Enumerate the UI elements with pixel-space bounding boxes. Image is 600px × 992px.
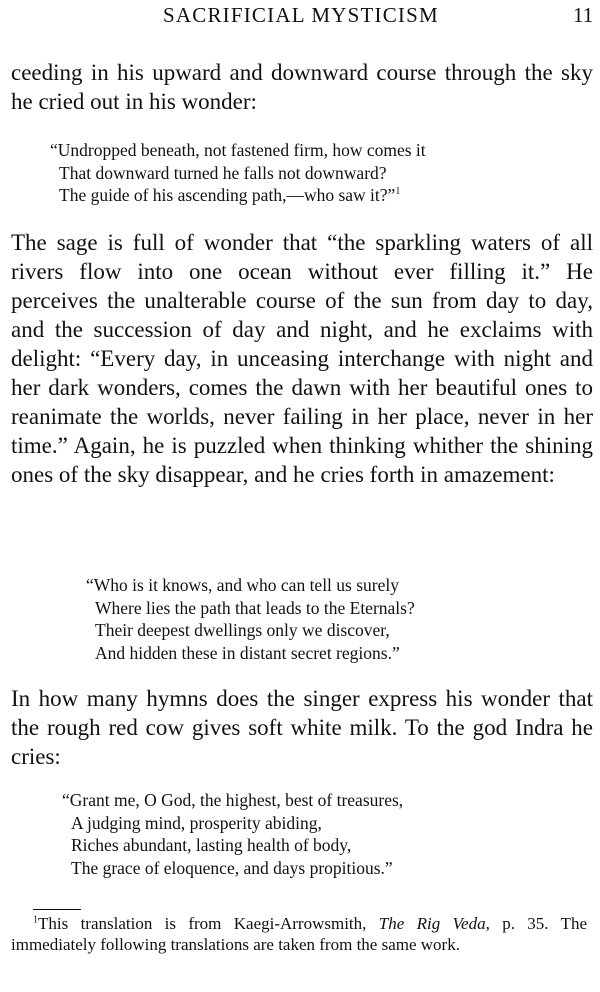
paragraph-2 — [11, 228, 593, 489]
footnote-text — [11, 913, 587, 955]
verse-3 — [62, 789, 403, 879]
verse-1 — [50, 139, 426, 207]
running-title: SACRIFICIAL MYSTICISM — [163, 3, 439, 27]
verse-3-line-3: Riches abundant, lasting health of body, — [71, 835, 352, 855]
paragraph-1-text: ceeding in his upward and downward course through the sky he cried out in his wonder: — [11, 60, 593, 114]
footnote-ref: 1 — [395, 186, 401, 198]
footnote-book-title: The Rig Veda — [378, 914, 486, 933]
footnote-rule — [33, 909, 81, 910]
verse-3-line-2: A judging mind, prosperity abiding, — [71, 812, 322, 833]
paragraph-1 — [11, 58, 593, 116]
paragraph-2-text: The sage is full of wonder that “the sparkling waters of all rivers flow into one ocean without ever filling it.” He perceives the unalterable course of the sun from day to day, and the succession of day and night, and he exclaims with delight: “Every day, in unceasing interchange with night and her dark wonders, comes the dawn with her beautiful ones to reanimate the worlds, never failing in her place, never in her time.” Again, he is puzzled when thinking whither the shining ones of the sky disappear, and he cries forth in amazement: — [11, 230, 593, 487]
footnote — [11, 913, 587, 955]
footnote-marker: 1 — [33, 914, 38, 926]
verse-3-line-1: “Grant me, O God, the highest, best of treasures, — [62, 790, 404, 810]
verse-1-line-1: “Undropped beneath, not fastened firm, how comes it — [50, 140, 426, 160]
verse-2-line-4: And hidden these in distant secret regions.” — [95, 642, 400, 663]
verse-2 — [86, 574, 415, 664]
verse-2-line-1: “Who is it knows, and who can tell us surely — [86, 575, 400, 595]
footnote-text-after: , p. 35. The immediately following translations are taken from the same work. — [11, 914, 587, 954]
verse-1-line-2: That downward turned he falls not downward? — [59, 162, 387, 183]
paragraph-3 — [11, 684, 593, 771]
verse-3-line-4: The grace of eloquence, and days propitious.” — [71, 857, 393, 878]
page-number: 11 — [573, 3, 594, 27]
verse-1-line-3 — [50, 184, 426, 207]
paragraph-3-text: In how many hymns does the singer express his wonder that the rough red cow gives soft white milk. To the god Indra he cries: — [11, 686, 593, 769]
verse-1-line-3-text: The guide of his ascending path,—who saw it?” — [59, 185, 396, 205]
verse-2-line-3: Their deepest dwellings only we discover, — [95, 620, 390, 640]
verse-2-line-2: Where lies the path that leads to the Eternals? — [95, 597, 415, 618]
running-head — [0, 3, 600, 27]
footnote-text-before: This translation is from Kaegi-Arrowsmith, — [38, 914, 379, 933]
